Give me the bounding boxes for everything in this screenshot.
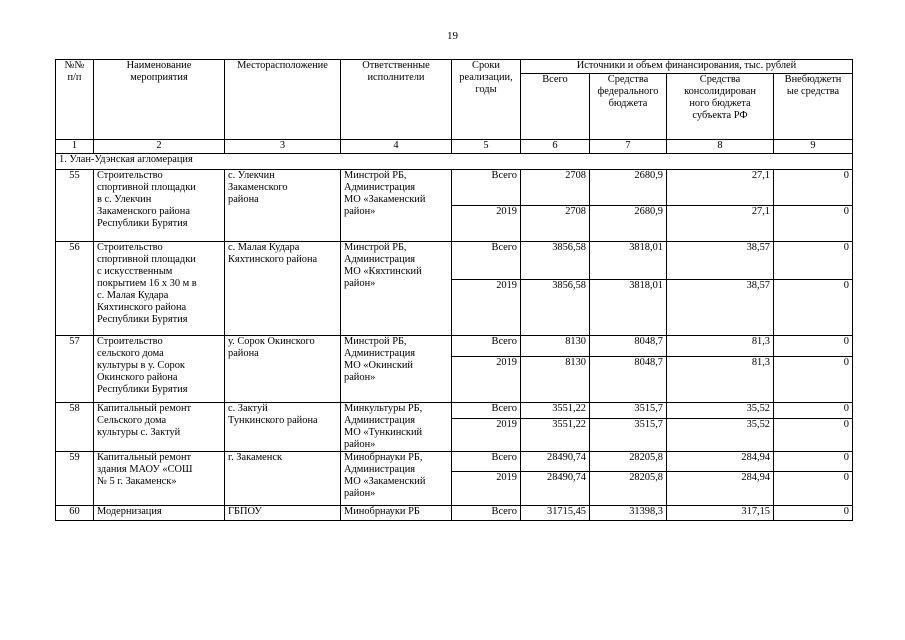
text-line: Минобрнауки РБ <box>344 506 420 517</box>
section-row <box>56 154 853 170</box>
header-num <box>56 60 94 140</box>
text-line: Строительство <box>97 242 163 253</box>
text-line: Администрация <box>344 415 416 426</box>
row-name-text <box>97 242 221 326</box>
row-term: 2019 <box>452 472 521 506</box>
table-body <box>56 140 853 521</box>
column-numbers-row <box>56 140 853 154</box>
row-term: Всего <box>452 170 521 206</box>
row-name <box>94 242 225 336</box>
header-terms-text <box>455 60 517 96</box>
row-total: 2708 <box>521 170 590 206</box>
text-line: МО «Тункинский <box>344 427 423 438</box>
text-line: район» <box>344 278 376 289</box>
row-term: Всего <box>452 403 521 419</box>
row-location <box>225 242 341 336</box>
text-line: Администрация <box>344 348 416 359</box>
header-name <box>94 60 225 140</box>
text-line: Окинского района <box>97 372 178 383</box>
text-line: Закаменского района <box>97 206 190 217</box>
row-executors-text <box>344 452 448 500</box>
header-federal-text <box>593 74 663 110</box>
text-line: Строительство <box>97 336 163 347</box>
row-name-text <box>97 170 221 230</box>
text-line: Наименование <box>126 60 192 71</box>
table-row <box>56 452 853 472</box>
text-line: Минстрой РБ, <box>344 170 407 181</box>
row-total: 3551,22 <box>521 403 590 419</box>
row-extra: 0 <box>774 506 853 521</box>
text-line: культуры с. Зактуй <box>97 427 181 438</box>
text-line: покрытием 16 х 30 м в <box>97 278 197 289</box>
text-line: МО «Закаменский <box>344 476 426 487</box>
header-num-text <box>59 60 90 84</box>
text-line: Администрация <box>344 254 416 265</box>
row-regional: 284,94 <box>667 472 774 506</box>
column-number: 2 <box>94 140 225 154</box>
text-line: район» <box>344 372 376 383</box>
header-executors <box>341 60 452 140</box>
text-line: консолидирован <box>684 86 756 97</box>
row-executors <box>341 242 452 336</box>
text-line: район» <box>344 488 376 499</box>
row-extra: 0 <box>774 403 853 419</box>
row-name-text <box>97 452 221 488</box>
row-number: 57 <box>56 336 94 403</box>
text-line: здания МАОУ «СОШ <box>97 464 193 475</box>
text-line: Модернизация <box>97 506 162 517</box>
text-line: субъекта РФ <box>692 110 748 121</box>
row-extra: 0 <box>774 452 853 472</box>
row-executors <box>341 336 452 403</box>
text-line: исполнители <box>367 72 425 83</box>
row-location-text <box>228 452 337 464</box>
text-line: г. Закаменск <box>228 452 283 463</box>
row-name <box>94 506 225 521</box>
text-line: ые средства <box>786 86 840 97</box>
header-extra-text <box>777 74 849 98</box>
text-line: Минстрой РБ, <box>344 336 407 347</box>
text-line: федерального <box>597 86 659 97</box>
row-name <box>94 452 225 506</box>
text-line: Капитальный ремонт <box>97 452 192 463</box>
header-name-text <box>97 60 221 84</box>
header-terms <box>452 60 521 140</box>
row-extra: 0 <box>774 170 853 206</box>
text-line: Кяхтинского района <box>97 302 187 313</box>
text-line: Кяхтинского района <box>228 254 318 265</box>
text-line: Средства <box>699 74 741 85</box>
row-regional: 35,52 <box>667 403 774 419</box>
text-line: культуры в у. Сорок <box>97 360 185 371</box>
row-federal: 2680,9 <box>590 170 667 206</box>
text-line: Республики Бурятия <box>97 314 188 325</box>
row-executors <box>341 170 452 242</box>
row-executors-text <box>344 403 448 451</box>
text-line: с искусственным <box>97 266 173 277</box>
row-location <box>225 170 341 242</box>
header-extra <box>774 74 853 140</box>
text-line: с. Зактуй <box>228 403 268 414</box>
text-line: № 5 г. Закаменск» <box>97 476 177 487</box>
row-executors <box>341 452 452 506</box>
text-line: спортивной площадки <box>97 254 196 265</box>
row-total: 28490,74 <box>521 452 590 472</box>
header-federal <box>590 74 667 140</box>
table-header <box>56 60 853 140</box>
row-location <box>225 452 341 506</box>
row-total: 3551,22 <box>521 419 590 452</box>
text-line: Сельского дома <box>97 415 167 426</box>
column-number: 7 <box>590 140 667 154</box>
row-executors-text <box>344 170 448 218</box>
row-term: 2019 <box>452 280 521 336</box>
column-number: 5 <box>452 140 521 154</box>
text-line: Республики Бурятия <box>97 218 188 229</box>
row-number: 58 <box>56 403 94 452</box>
table-row <box>56 403 853 419</box>
row-total: 28490,74 <box>521 472 590 506</box>
text-line: Сроки <box>472 60 500 71</box>
row-regional: 35,52 <box>667 419 774 452</box>
row-regional: 27,1 <box>667 206 774 242</box>
header-regional <box>667 74 774 140</box>
row-name-text <box>97 403 221 439</box>
row-regional: 38,57 <box>667 280 774 336</box>
row-executors <box>341 506 452 521</box>
row-executors-text <box>344 336 448 384</box>
row-federal: 2680,9 <box>590 206 667 242</box>
page-number: 19 <box>447 30 458 42</box>
text-line: №№ <box>64 60 85 71</box>
row-federal: 8048,7 <box>590 336 667 357</box>
text-line: реализации, <box>459 72 513 83</box>
column-number: 3 <box>225 140 341 154</box>
row-number: 55 <box>56 170 94 242</box>
row-term: 2019 <box>452 419 521 452</box>
table-row <box>56 242 853 280</box>
text-line: с. Малая Кудара <box>228 242 300 253</box>
text-line: МО «Кяхтинский <box>344 266 422 277</box>
row-location-text <box>228 336 337 360</box>
column-number: 6 <box>521 140 590 154</box>
row-federal: 31398,3 <box>590 506 667 521</box>
text-line: п/п <box>67 72 82 83</box>
text-line: Средства <box>607 74 649 85</box>
header-location: Месторасположение <box>225 60 341 140</box>
row-location-text <box>228 506 337 518</box>
row-term: 2019 <box>452 357 521 403</box>
text-line: с. Улекчин <box>228 170 275 181</box>
row-regional: 317,15 <box>667 506 774 521</box>
row-term: Всего <box>452 336 521 357</box>
text-line: Минкультуры РБ, <box>344 403 423 414</box>
row-location <box>225 506 341 521</box>
text-line: с. Малая Кудара <box>97 290 169 301</box>
text-line: Республики Бурятия <box>97 384 188 395</box>
row-federal: 28205,8 <box>590 452 667 472</box>
text-line: в с. Улекчин <box>97 194 152 205</box>
row-federal: 3818,01 <box>590 242 667 280</box>
row-total: 2708 <box>521 206 590 242</box>
row-federal: 3515,7 <box>590 419 667 452</box>
row-total: 8130 <box>521 357 590 403</box>
text-line: район» <box>344 439 376 450</box>
text-line: мероприятия <box>130 72 188 83</box>
row-total: 3856,58 <box>521 242 590 280</box>
row-total: 8130 <box>521 336 590 357</box>
row-extra: 0 <box>774 206 853 242</box>
table-row <box>56 170 853 206</box>
row-federal: 3818,01 <box>590 280 667 336</box>
row-name-text <box>97 506 221 518</box>
text-line: ГБПОУ <box>228 506 262 517</box>
text-line: МО «Закаменский <box>344 194 426 205</box>
header-total: Всего <box>521 74 590 140</box>
row-federal: 28205,8 <box>590 472 667 506</box>
text-line: Тункинского района <box>228 415 318 426</box>
text-line: Закаменского <box>228 182 288 193</box>
row-location-text <box>228 170 337 206</box>
row-extra: 0 <box>774 419 853 452</box>
text-line: района <box>228 194 259 205</box>
row-extra: 0 <box>774 242 853 280</box>
text-line: ного бюджета <box>689 98 751 109</box>
row-location <box>225 336 341 403</box>
column-number: 8 <box>667 140 774 154</box>
text-line: Капитальный ремонт <box>97 403 192 414</box>
row-regional: 284,94 <box>667 452 774 472</box>
row-term: Всего <box>452 452 521 472</box>
row-regional: 38,57 <box>667 242 774 280</box>
row-number: 59 <box>56 452 94 506</box>
text-line: Внебюджетн <box>784 74 842 85</box>
row-term: Всего <box>452 242 521 280</box>
text-line: у. Сорок Окинского <box>228 336 315 347</box>
row-federal: 8048,7 <box>590 357 667 403</box>
row-term: Всего <box>452 506 521 521</box>
section-title: 1. Улан-Удэнская агломерация <box>56 154 853 170</box>
row-location-text <box>228 242 337 266</box>
row-term: 2019 <box>452 206 521 242</box>
row-location <box>225 403 341 452</box>
text-line: МО «Окинский <box>344 360 413 371</box>
row-location-text <box>228 403 337 427</box>
row-extra: 0 <box>774 357 853 403</box>
row-federal: 3515,7 <box>590 403 667 419</box>
table-row <box>56 336 853 357</box>
column-number: 1 <box>56 140 94 154</box>
row-name-text <box>97 336 221 396</box>
row-extra: 0 <box>774 472 853 506</box>
row-executors <box>341 403 452 452</box>
row-name <box>94 403 225 452</box>
text-line: Минстрой РБ, <box>344 242 407 253</box>
row-number: 60 <box>56 506 94 521</box>
row-regional: 27,1 <box>667 170 774 206</box>
column-number: 4 <box>341 140 452 154</box>
row-regional: 81,3 <box>667 336 774 357</box>
row-extra: 0 <box>774 336 853 357</box>
row-regional: 81,3 <box>667 357 774 403</box>
row-extra: 0 <box>774 280 853 336</box>
text-line: района <box>228 348 259 359</box>
text-line: бюджета <box>608 98 648 109</box>
row-executors-text <box>344 506 448 518</box>
text-line: район» <box>344 206 376 217</box>
row-number: 56 <box>56 242 94 336</box>
text-line: Минобрнауки РБ, <box>344 452 423 463</box>
text-line: Администрация <box>344 182 416 193</box>
text-line: спортивной площадки <box>97 182 196 193</box>
header-executors-text <box>344 60 448 84</box>
row-executors-text <box>344 242 448 290</box>
text-line: годы <box>475 84 497 95</box>
text-line: Администрация <box>344 464 416 475</box>
header-funding-group: Источники и объем финансирования, тыс. рублей <box>521 60 853 74</box>
table-row <box>56 506 853 521</box>
row-total: 3856,58 <box>521 280 590 336</box>
column-number: 9 <box>774 140 853 154</box>
row-name <box>94 336 225 403</box>
text-line: сельского дома <box>97 348 164 359</box>
financing-table <box>55 59 853 521</box>
row-name <box>94 170 225 242</box>
text-line: Ответственные <box>362 60 430 71</box>
text-line: Строительство <box>97 170 163 181</box>
header-regional-text <box>670 74 770 122</box>
row-total: 31715,45 <box>521 506 590 521</box>
